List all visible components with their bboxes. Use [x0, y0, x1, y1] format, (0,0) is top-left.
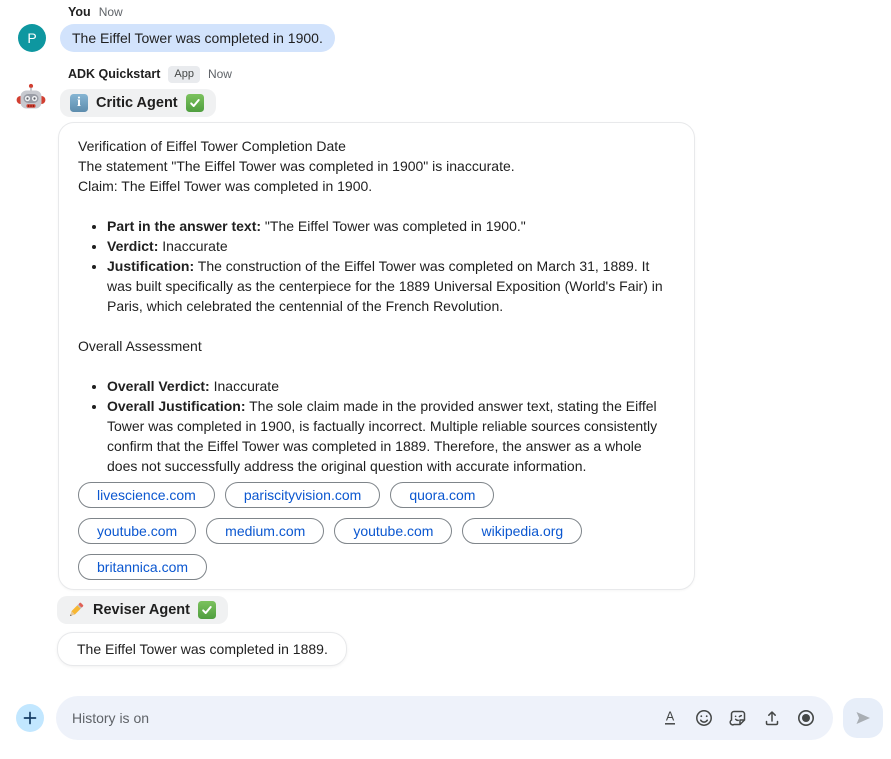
message-composer: [16, 696, 883, 740]
list-item: • Overall Verdict: Inaccurate: [107, 376, 675, 396]
timestamp: Now: [207, 67, 232, 81]
info-icon: i: [70, 94, 88, 112]
critic-agent-header: [60, 89, 216, 117]
input-placeholder: History is on: [72, 710, 150, 726]
sender-name: You: [68, 5, 91, 19]
robot-avatar-icon: [16, 82, 46, 112]
add-button[interactable]: [16, 704, 44, 732]
source-chip[interactable]: pariscityvision.com: [225, 482, 380, 508]
source-chip[interactable]: medium.com: [206, 518, 324, 544]
app-message-header: [68, 66, 891, 83]
source-chip[interactable]: quora.com: [390, 482, 494, 508]
message-input[interactable]: [56, 696, 833, 740]
reviser-agent-label: Reviser Agent: [93, 602, 190, 618]
source-chip[interactable]: wikipedia.org: [462, 518, 582, 544]
reviser-message-text: The Eiffel Tower was completed in 1889.: [77, 641, 328, 657]
sticker-icon[interactable]: [723, 703, 753, 733]
card-line: The statement "The Eiffel Tower was completed in 1900" is inaccurate.: [78, 158, 515, 174]
check-icon: [198, 601, 216, 619]
record-icon[interactable]: [791, 703, 821, 733]
user-message-text: The Eiffel Tower was completed in 1900.: [72, 30, 323, 46]
format-icon[interactable]: [655, 703, 685, 733]
list-item: • Verdict: Inaccurate: [107, 236, 675, 256]
reviser-message-bubble: [57, 632, 347, 666]
pencil-icon: [67, 601, 85, 619]
source-chips: [78, 482, 675, 580]
svg-text:A: A: [665, 709, 675, 724]
avatar-letter: P: [27, 30, 37, 46]
source-chip[interactable]: britannica.com: [78, 554, 207, 580]
upload-icon[interactable]: [757, 703, 787, 733]
list-item: • Part in the answer text: "The Eiffel Tower was completed in 1900.": [107, 216, 675, 236]
list-item: • Overall Justification: The sole claim made in the provided answer text, stating the Eiffel Tower was completed in 1900, is factually incorrect. Multiple reliable sources consistently confirm that the Eiffel Tower was completed in 1889. Therefore, the answer as a whole does not successfully address the original question with accurate information.: [107, 396, 675, 476]
overall-bullet-list: [78, 376, 675, 476]
source-chip[interactable]: livescience.com: [78, 482, 215, 508]
card-line: Verification of Eiffel Tower Completion Date: [78, 138, 346, 154]
source-chip[interactable]: youtube.com: [334, 518, 452, 544]
timestamp: Now: [98, 5, 123, 19]
list-item: • Justification: The construction of the Eiffel Tower was completed on March 31, 1889. It was built specifically as the centerpiece for the 1889 Universal Exposition (World's Fair) in Paris, which celebrated the centennial of the French Revolution.: [107, 256, 675, 316]
reviser-agent-header: [57, 596, 228, 624]
critic-agent-label: Critic Agent: [96, 95, 178, 111]
avatar: [18, 24, 46, 52]
app-badge: App: [168, 66, 200, 83]
emoji-icon[interactable]: [689, 703, 719, 733]
card-line: Claim: The Eiffel Tower was completed in 1900.: [78, 178, 373, 194]
section-title: Overall Assessment: [78, 338, 202, 354]
sender-name: ADK Quickstart: [68, 67, 161, 81]
user-message-header: [68, 5, 891, 20]
source-chip[interactable]: youtube.com: [78, 518, 196, 544]
user-message-bubble: [60, 24, 335, 52]
claim-bullet-list: [78, 216, 675, 316]
send-icon[interactable]: [843, 698, 883, 738]
critic-report-card: [58, 122, 695, 590]
check-icon: [186, 94, 204, 112]
